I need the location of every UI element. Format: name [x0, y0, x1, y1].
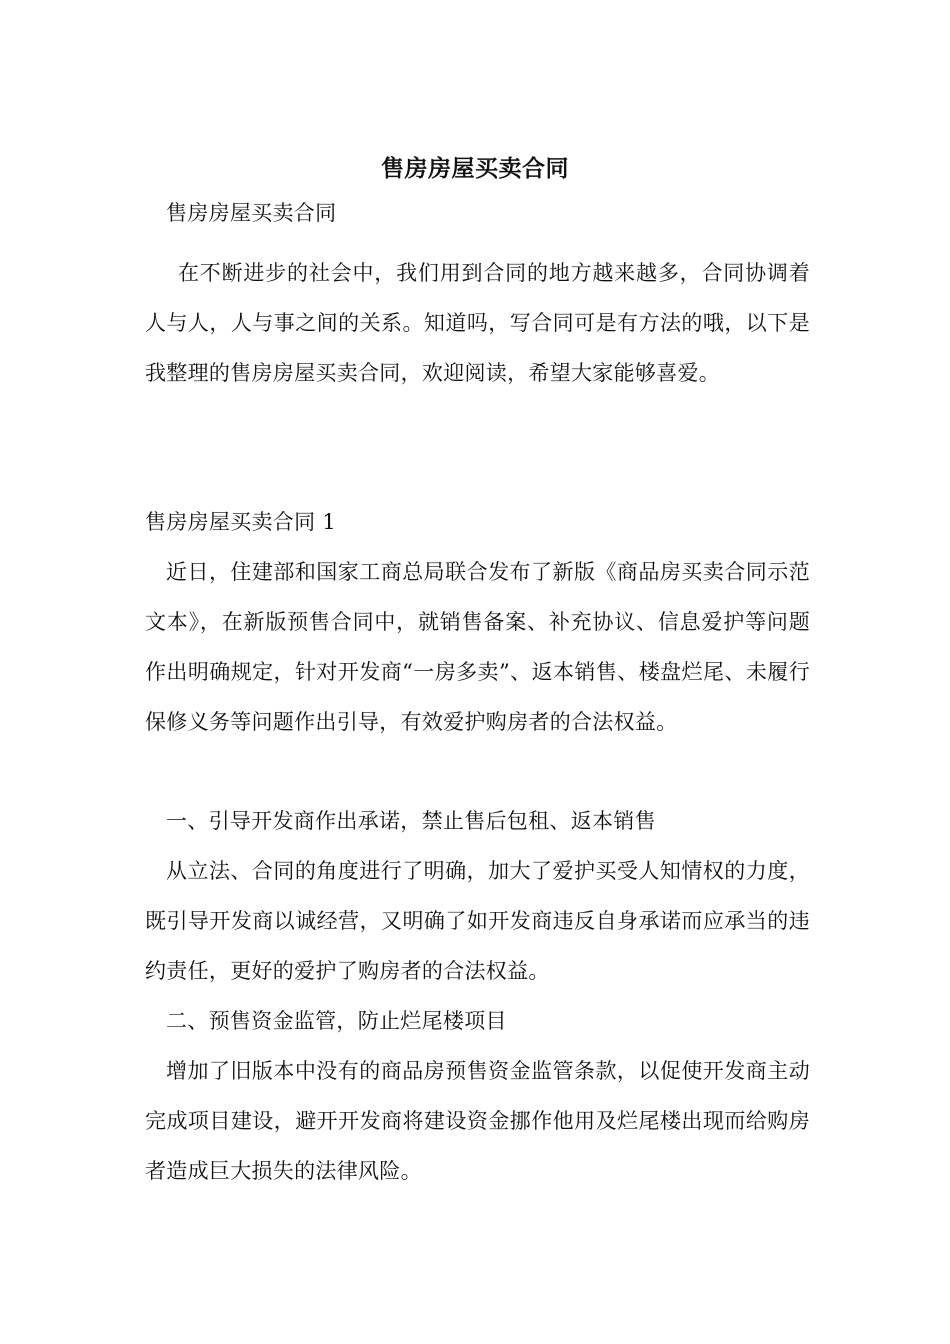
body-paragraph: 近日，住建部和国家工商总局联合发布了新版《商品房买卖合同示范文本》，在新版预售合同中，就销售备案、补充协议、信息爱护等问题作出明确规定，针对开发商“一房多卖”、返本销售、楼盘烂尾、未履行保修义务等问题作出引导，有效爱护购房者的合法权益。 [145, 560, 810, 734]
point-1-paragraph: 从立法、合同的角度进行了明确，加大了爱护买受人知情权的力度，既引导开发商以诚经营，又明确了如开发商违反自身承诺而应承当的违约责任，更好的爱护了购房者的合法权益。 [145, 859, 810, 983]
document-subtitle: 售房房屋买卖合同 [166, 201, 337, 225]
section-heading: 售房房屋买卖合同 1 [145, 510, 337, 534]
point-2-paragraph: 增加了旧版本中没有的商品房预售资金监管条款，以促使开发商主动完成项目建设，避开开发商将建设资金挪作他用及烂尾楼出现而给购房者造成巨大损失的法律风险。 [145, 1059, 810, 1183]
intro-paragraph: 在不断进步的社会中，我们用到合同的地方越来越多，合同协调着人与人，人与事之间的关系。知道吗，写合同可是有方法的哦，以下是我整理的售房房屋买卖合同，欢迎阅读，希望大家能够喜爱。 [145, 261, 810, 385]
document-title: 售房房屋买卖合同 [381, 156, 569, 182]
point-2-heading: 二、预售资金监管，防止烂尾楼项目 [166, 1009, 507, 1033]
point-1-heading: 一、引导开发商作出承诺，禁止售后包租、返本销售 [166, 809, 656, 833]
